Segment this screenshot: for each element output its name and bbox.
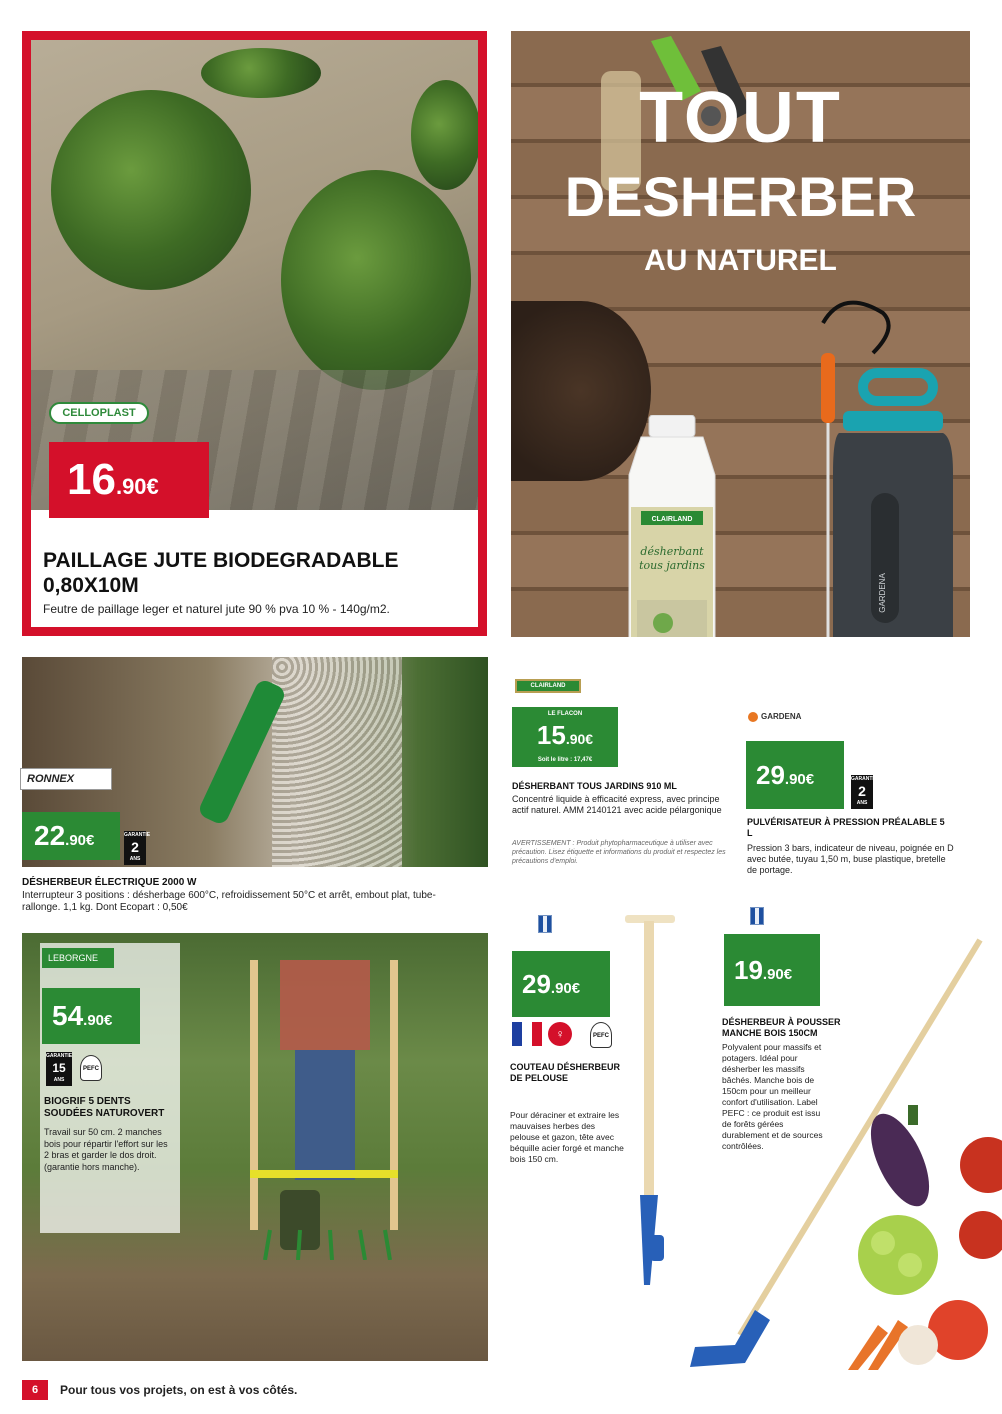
brand-flag-icon <box>750 907 764 925</box>
warranty-years: 15 <box>52 1061 66 1075</box>
price-main: 16 <box>67 455 116 504</box>
footer-slogan: Pour tous vos projets, on est à vos côtés. <box>60 1383 298 1397</box>
pefc-icon: PEFC <box>80 1055 102 1081</box>
warranty-top: GARANTIE <box>851 776 878 782</box>
desherbant-title: DÉSHERBANT TOUS JARDINS 910 ML <box>512 781 677 791</box>
warranty-bottom: ANS <box>129 856 141 862</box>
warranty-badge <box>851 775 878 809</box>
pefc-icon: PEFC <box>590 1022 612 1048</box>
gardena-logo <box>748 712 801 722</box>
electrique-price-tag <box>22 812 120 860</box>
ronnex-logo: RONNEX <box>20 768 112 790</box>
warranty-bottom: ANS <box>856 800 868 806</box>
paillage-price-tag <box>49 442 209 518</box>
desherbeur-pousser-description: Polyvalent pour massifs et potagers. Idéal pour désherber les massifs bâchés. Manche bois de 150cm pour un meilleur confort d'utilisation. Label PEFC : ce produit est issu de forêts gérées durablement et de sources contrôlées. <box>722 1042 823 1151</box>
price-unit-label: LE FLACON <box>547 711 583 717</box>
gardena-dot-icon <box>748 712 758 722</box>
price-cents: .90€ <box>565 731 594 747</box>
bottle-brand: CLAIRLAND <box>651 516 693 523</box>
paillage-card[interactable] <box>22 31 487 636</box>
price-main: 54 <box>52 1000 84 1031</box>
page-number: 6 <box>22 1380 48 1400</box>
feature-title-tout: TOUT <box>639 78 842 158</box>
desherbeur-pousser-title: DÉSHERBEUR À POUSSER MANCHE BOIS 150CM <box>722 1017 841 1038</box>
pulverisateur-title: PULVÉRISATEUR À PRESSION PRÉALABLE 5 L <box>747 817 945 838</box>
farmer-with-biogrif-image <box>240 960 410 1260</box>
warranty-top: GARANTIE <box>124 832 151 838</box>
sprayer-brand: GARDENA <box>878 573 887 613</box>
gardena-logo-text: GARDENA <box>761 712 802 722</box>
paillage-description: Feutre de paillage leger et naturel jute 90 % pva 10 % - 140g/m2. <box>43 602 390 616</box>
price-cents: .90€ <box>762 966 793 983</box>
desherbant-description: Concentré liquide à efficacité express, avec principe actif naturel. AMM 2140121 avec acide pélargonique <box>512 794 722 815</box>
price-main: 15 <box>536 720 566 750</box>
warranty-bottom: ANS <box>53 1077 65 1083</box>
price-main: 29 <box>756 760 785 790</box>
warranty-badge <box>124 831 151 865</box>
price-cents: .90€ <box>115 474 159 499</box>
price-cents: .90€ <box>65 832 95 849</box>
bottle-text2: tous jardins <box>639 559 705 572</box>
desherbant-price-tag <box>512 707 618 767</box>
price-cents: .90€ <box>784 771 815 788</box>
brand-flag-icon <box>538 915 552 933</box>
paillage-title-line1: PAILLAGE JUTE BIODEGRADABLE <box>43 549 399 572</box>
desherbant-bottle-image <box>623 415 721 637</box>
gardena-sprayer-image <box>803 293 953 637</box>
feature-banner <box>511 31 970 637</box>
warranty-years: 2 <box>858 783 866 799</box>
biogrif-title: BIOGRIF 5 DENTS SOUDÉES NATUROVERT <box>44 1096 165 1119</box>
clairland-logo: CLAIRLAND <box>515 679 581 693</box>
couteau-tool-image <box>600 915 680 1295</box>
leborgne-logo: LEBORGNE <box>42 948 114 968</box>
price-main: 19 <box>734 955 763 985</box>
bottle-text1: désherbant <box>640 545 704 558</box>
couteau-description: Pour déraciner et extraire les mauvaises herbes des pelouse et gazon, tête avec béquille acier forgé et manche bois 150 cm. <box>510 1110 624 1164</box>
price-cents: .90€ <box>83 1012 113 1029</box>
paillage-title-line2: 0,80X10M <box>43 574 139 597</box>
warranty-badge <box>46 1052 72 1086</box>
biogrif-price-tag <box>42 988 140 1044</box>
feature-title-desherber: DESHERBER <box>564 165 917 228</box>
price-cents: .90€ <box>550 980 581 997</box>
france-flag-icon <box>512 1022 542 1046</box>
celloplast-logo: CELLOPLAST <box>49 402 149 424</box>
pulverisateur-description: Pression 3 bars, indicateur de niveau, poignée en D avec butée, tuyau 1,50 m, buse plastique, bretelle de portage. <box>747 843 954 875</box>
paillage-photo <box>31 40 478 510</box>
electrique-description: Interrupteur 3 positions : désherbage 600°C, refroidissement 50°C et arrêt, embout plat, tube-rallonge. 1,1 kg. Dont Ecopart : 0,50€ <box>22 890 436 913</box>
made-in-france-icon: ♀ <box>548 1022 572 1046</box>
desherbant-warning: AVERTISSEMENT : Produit phytopharmaceutique à utiliser avec précaution. Lisez étiquette et informations du produit et respectez les précautions d'emploi. <box>512 840 726 865</box>
feature-title-au-naturel: AU NATUREL <box>644 244 837 277</box>
couteau-title: COUTEAU DÉSHERBEUR DE PELOUSE <box>510 1062 621 1083</box>
warranty-top: GARANTIE <box>46 1053 73 1059</box>
electrique-title: DÉSHERBEUR ÉLECTRIQUE 2000 W <box>22 877 197 888</box>
pulverisateur-price-tag <box>746 741 844 809</box>
vegetables-image <box>838 1105 1002 1370</box>
paillage-title <box>43 548 473 598</box>
biogrif-info-panel <box>40 943 180 1233</box>
price-main: 22 <box>34 820 66 851</box>
couteau-price-tag <box>512 951 610 1017</box>
warranty-years: 2 <box>131 839 139 855</box>
biogrif-description: Travail sur 50 cm. 2 manches bois pour répartir l'effort sur les 2 bras et garder le dos droit. (garantie hors manche). <box>44 1127 168 1172</box>
price-main: 29 <box>522 969 551 999</box>
price-per-litre: Soit le litre : 17,47€ <box>537 757 593 763</box>
